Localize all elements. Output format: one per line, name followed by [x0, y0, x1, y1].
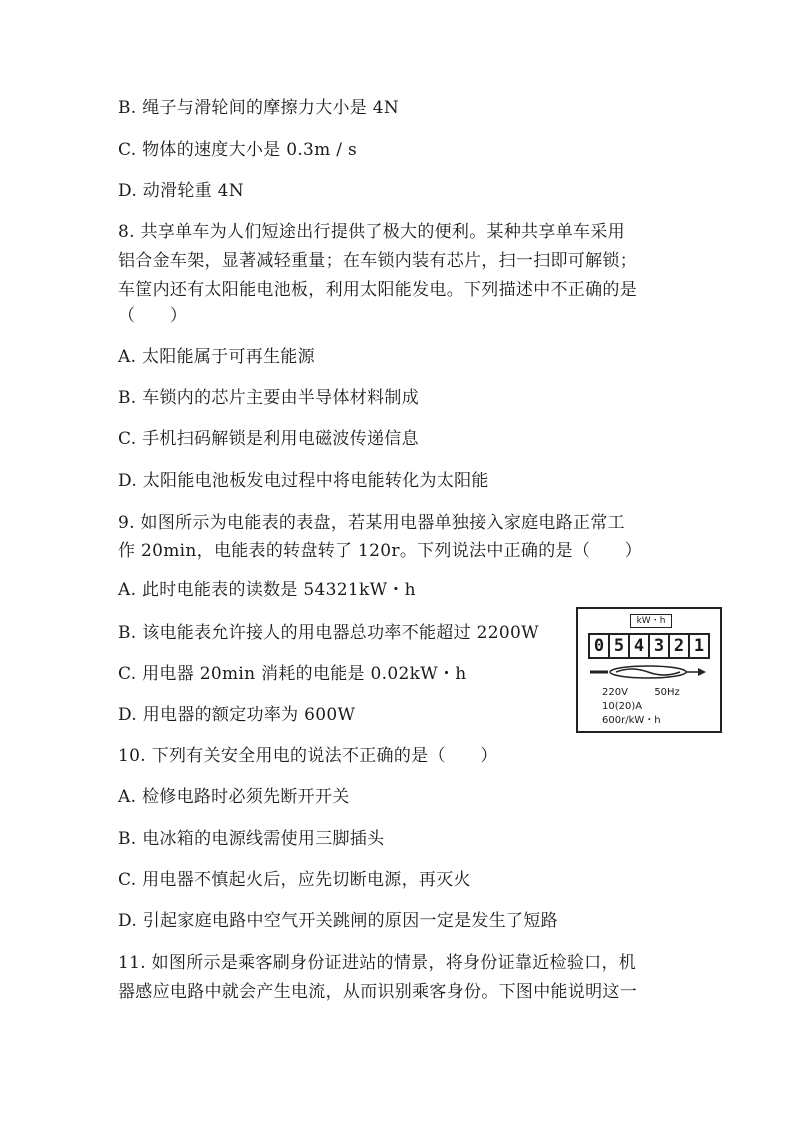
q9-stem-line-2: 作 20min，电能表的转盘转了 120r。下列说法中正确的是（ ） [118, 541, 643, 561]
q8-stem-line-1: 8. 共享单车为人们短途出行提供了极大的便利。某种共享单车采用 [118, 222, 625, 242]
electric-meter-figure [576, 607, 722, 733]
q8-option-c: C. 手机扫码解锁是利用电磁波传递信息 [118, 429, 419, 449]
meter-reading [588, 633, 708, 659]
meter-digit: 1 [688, 633, 710, 659]
meter-spec-line-1 [602, 687, 680, 699]
q11-stem-line-2: 器感应电路中就会产生电流，从而识别乘客身份。下图中能说明这一 [118, 982, 637, 1002]
meter-digit: 0 [588, 633, 610, 659]
meter-current: 10(20)A [602, 701, 643, 712]
q9-option-c: C. 用电器 20min 消耗的电能是 0.02kW・h [118, 664, 467, 684]
q10-option-c: C. 用电器不慎起火后，应先切断电源，再灭火 [118, 870, 471, 890]
meter-frequency: 50Hz [654, 687, 680, 698]
q8-option-a: A. 太阳能属于可再生能源 [118, 347, 315, 367]
q10-option-a: A. 检修电路时必须先断开开关 [118, 787, 350, 807]
meter-digit: 2 [668, 633, 690, 659]
q10-stem: 10. 下列有关安全用电的说法不正确的是（ ） [118, 746, 498, 766]
q8-answer-bracket: （ ） [118, 306, 188, 326]
meter-voltage: 220V [602, 687, 628, 698]
q7-option-b: B. 绳子与滑轮间的摩擦力大小是 4N [118, 98, 400, 118]
q9-option-d: D. 用电器的额定功率为 600W [118, 705, 356, 725]
meter-digit: 3 [648, 633, 670, 659]
q9-option-a: A. 此时电能表的读数是 54321kW・h [118, 580, 416, 600]
meter-disc-icon [586, 661, 714, 683]
q7-option-d: D. 动滑轮重 4N [118, 181, 244, 201]
q8-stem-line-3: 车筐内还有太阳能电池板，利用太阳能发电。下列描述中不正确的是 [118, 280, 637, 300]
q8-stem-line-2: 铝合金车架，显著减轻重量；在车锁内装有芯片，扫一扫即可解锁； [118, 251, 637, 271]
q10-option-d: D. 引起家庭电路中空气开关跳闸的原因一定是发生了短路 [118, 911, 558, 931]
q8-option-d: D. 太阳能电池板发电过程中将电能转化为太阳能 [118, 471, 489, 491]
meter-digit: 5 [608, 633, 630, 659]
meter-digit: 4 [628, 633, 650, 659]
q9-stem-line-1: 9. 如图所示为电能表的表盘，若某用电器单独接入家庭电路正常工 [118, 513, 625, 533]
q10-option-b: B. 电冰箱的电源线需使用三脚插头 [118, 829, 385, 849]
q8-option-b: B. 车锁内的芯片主要由半导体材料制成 [118, 388, 419, 408]
q11-stem-line-1: 11. 如图所示是乘客刷身份证进站的情景，将身份证靠近检验口，机 [118, 953, 637, 973]
q7-option-c: C. 物体的速度大小是 0.3m / s [118, 140, 358, 160]
q9-option-b: B. 该电能表允许接人的用电器总功率不能超过 2200W [118, 623, 539, 643]
meter-unit-label: kW・h [630, 614, 672, 628]
meter-revolutions: 600r/kW・h [602, 715, 661, 726]
